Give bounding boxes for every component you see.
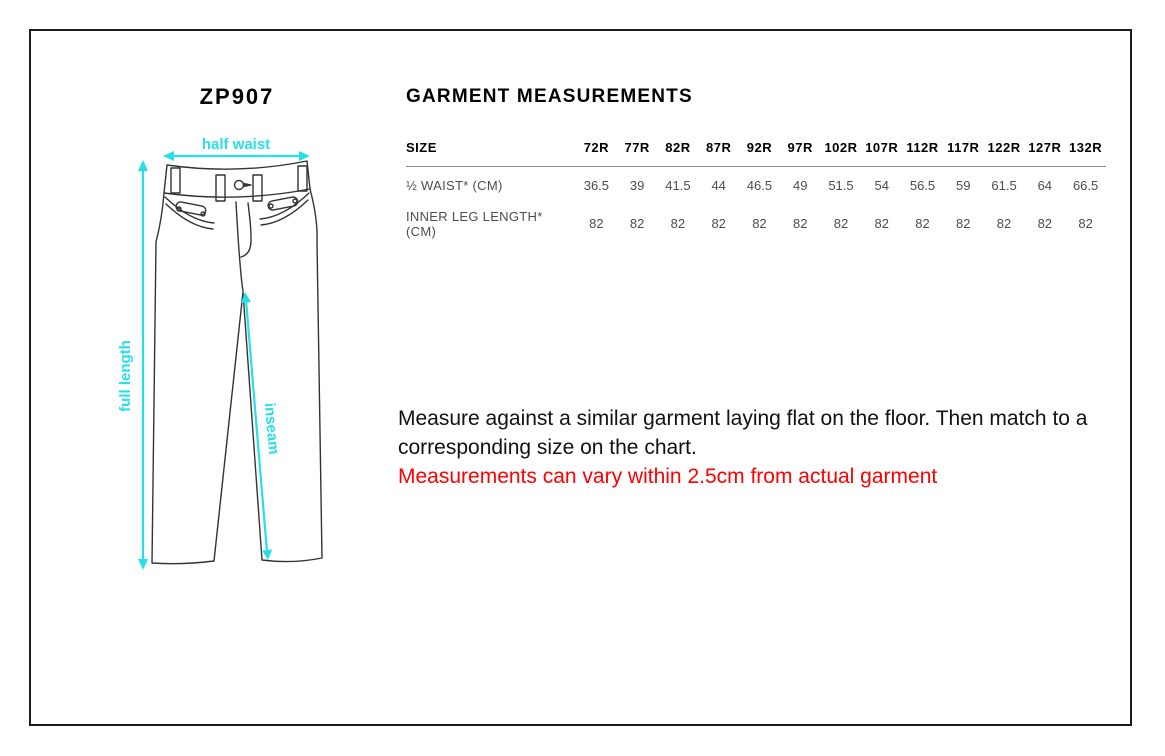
size-header-row [406, 136, 1106, 167]
cell-row1-97r: 82 [792, 216, 808, 231]
cell-row1-127r: 82 [1037, 216, 1053, 231]
size-col-102r: 102R [821, 136, 862, 167]
product-code: ZP907 [199, 84, 275, 109]
section-title: GARMENT MEASUREMENTS [406, 86, 693, 107]
size-col-132r: 132R [1065, 136, 1106, 167]
cell-row0-117r: 59 [956, 178, 971, 194]
full-length-label: full length [117, 340, 134, 412]
cell-row1-82r: 82 [670, 216, 686, 231]
size-table-head [406, 136, 1106, 167]
measure-instructions: Measure against a similar garment laying flat on the floor. Then match to a corresponding size on the chart. [398, 407, 1088, 459]
cell-row0-77r: 39 [629, 178, 645, 194]
row-label-half-waist: ½ WAIST* (CM) [406, 178, 503, 194]
row-label-inner-leg: INNER LEG LENGTH* (CM) [406, 208, 543, 239]
table-row-half-waist [406, 167, 1106, 205]
cell-row1-102r: 82 [833, 216, 849, 231]
cell-row1-72r: 82 [589, 216, 604, 231]
pants-diagram [100, 124, 350, 604]
cell-row1-107r: 82 [874, 216, 889, 231]
size-col-92r: 92R [739, 136, 780, 167]
cell-row0-102r: 51.5 [828, 178, 854, 194]
pants-outline [152, 161, 322, 564]
cell-row0-87r: 44 [711, 178, 726, 194]
size-col-107r: 107R [861, 136, 902, 167]
half-waist-label: half waist [201, 136, 271, 153]
size-col-82r: 82R [658, 136, 699, 167]
cell-row0-127r: 64 [1037, 178, 1053, 194]
size-col-72r: 72R [576, 136, 617, 167]
table-row-inner-leg [406, 205, 1106, 243]
cell-row0-82r: 41.5 [665, 178, 691, 194]
cell-row1-77r: 82 [629, 216, 645, 231]
pants-illustration [100, 124, 350, 604]
size-col-112r: 112R [902, 136, 943, 167]
cell-row1-112r: 82 [915, 216, 930, 231]
size-col-97r: 97R [780, 136, 821, 167]
cell-row1-132r: 82 [1078, 216, 1093, 231]
cell-row1-122r: 82 [996, 216, 1012, 231]
cell-row1-92r: 82 [752, 216, 767, 231]
cell-row0-132r: 66.5 [1072, 178, 1099, 194]
cell-row0-122r: 61.5 [991, 178, 1017, 194]
size-col-117r: 117R [943, 136, 984, 167]
size-col-77r: 77R [617, 136, 658, 167]
size-col-87r: 87R [698, 136, 739, 167]
size-col-122r: 122R [984, 136, 1025, 167]
notes-block [398, 404, 1114, 491]
size-col-127r: 127R [1024, 136, 1065, 167]
cell-row0-112r: 56.5 [909, 178, 936, 194]
cell-row0-72r: 36.5 [583, 178, 610, 194]
cell-row1-117r: 82 [956, 216, 971, 231]
size-column-label: SIZE [406, 136, 576, 167]
size-table [406, 136, 1106, 243]
size-table-body [406, 167, 1106, 243]
cell-row0-107r: 54 [874, 178, 889, 194]
cell-row0-92r: 46.5 [746, 178, 773, 194]
cell-row0-97r: 49 [792, 178, 808, 194]
inseam-label: inseam [260, 402, 283, 456]
tolerance-warning: Measurements can vary within 2.5cm from actual garment [398, 465, 938, 488]
cell-row1-87r: 82 [711, 216, 726, 231]
